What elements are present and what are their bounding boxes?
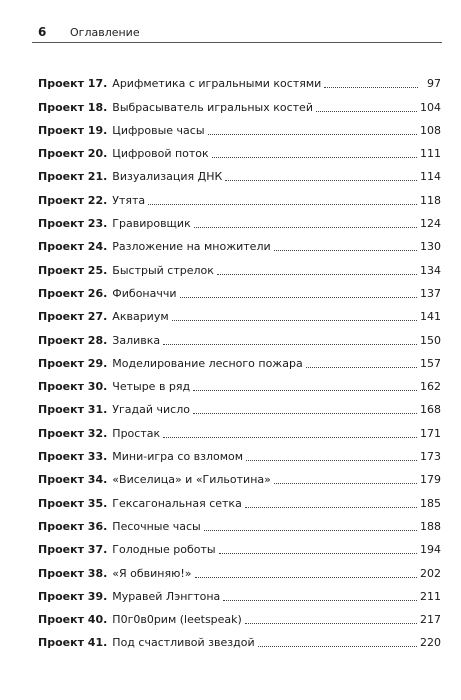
toc-entry	[38, 464, 441, 487]
toc-entry-page: 124	[420, 217, 441, 231]
toc-dot-leader	[306, 366, 417, 368]
toc-entry-number: 18.	[87, 100, 108, 114]
toc-entry-label	[38, 101, 107, 115]
toc-entry-prefix: Проект	[38, 613, 84, 627]
toc-entry	[38, 161, 441, 184]
toc-entry	[38, 278, 441, 301]
toc-entry-title: Гексагональная сетка	[112, 496, 242, 510]
toc-dot-leader	[217, 273, 417, 275]
toc-entry-prefix: Проект	[38, 543, 84, 557]
toc-entry-title: Моделирование лесного пожара	[112, 356, 303, 370]
toc-entry	[38, 68, 441, 91]
toc-entry	[38, 604, 441, 627]
toc-entry-prefix: Проект	[38, 496, 84, 510]
toc-entry-label	[38, 497, 107, 511]
toc-entry-number: 20.	[87, 147, 108, 161]
toc-entry-title: Разложение на множители	[112, 240, 271, 254]
toc-entry-page: 118	[420, 193, 441, 207]
toc-entry	[38, 441, 441, 464]
toc-entry-label	[38, 264, 107, 278]
toc-entry	[38, 348, 441, 371]
toc-entry-label	[38, 77, 107, 91]
toc-entry-number: 25.	[87, 263, 108, 277]
toc-dot-leader	[194, 226, 417, 228]
toc-entry-page: 217	[420, 613, 441, 627]
toc-entry-number: 24.	[87, 240, 108, 254]
toc-entry-prefix: Проект	[38, 310, 84, 324]
toc-entry-label	[38, 124, 107, 138]
toc-entry-page: 168	[420, 403, 441, 417]
toc-entry-number: 36.	[87, 519, 108, 533]
toc-entry-label	[38, 567, 107, 581]
toc-entry-page: 194	[420, 543, 441, 557]
toc-entry-number: 39.	[87, 589, 108, 603]
toc-entry-page: 104	[420, 100, 441, 114]
toc-entry-title: Заливка	[112, 333, 161, 347]
toc-entry-title: Мини-игра со взломом	[112, 450, 244, 464]
toc-entry-prefix: Проект	[38, 286, 84, 300]
toc-dot-leader	[148, 203, 417, 205]
toc-entry-label	[38, 240, 107, 254]
toc-dot-leader	[208, 133, 417, 135]
toc-entry	[38, 231, 441, 254]
toc-entry-page: 162	[420, 380, 441, 394]
toc-dot-leader	[245, 622, 417, 624]
toc-entry-number: 27.	[87, 310, 108, 324]
toc-entry-label	[38, 427, 107, 441]
toc-entry-page: 150	[420, 333, 441, 347]
toc-entry-title: Простак	[112, 426, 161, 440]
toc-entry-number: 34.	[87, 473, 108, 487]
toc-entry-title: «Я обвиняю!»	[112, 566, 192, 580]
toc-dot-leader	[163, 343, 417, 345]
toc-entry-label	[38, 473, 107, 487]
toc-dot-leader	[163, 436, 417, 438]
toc-entry-prefix: Проект	[38, 263, 84, 277]
toc-dot-leader	[193, 389, 417, 391]
toc-dot-leader	[172, 319, 417, 321]
toc-entry-prefix: Проект	[38, 100, 84, 114]
toc-entry-page: 179	[420, 473, 441, 487]
toc-entry-number: 17.	[87, 77, 108, 91]
table-of-contents	[38, 68, 441, 650]
toc-dot-leader	[195, 576, 417, 578]
toc-dot-leader	[225, 179, 417, 181]
toc-dot-leader	[316, 110, 417, 112]
toc-entry-page: 157	[420, 356, 441, 370]
toc-entry	[38, 394, 441, 417]
toc-entry-title: Голодные роботы	[112, 543, 216, 557]
toc-entry-number: 41.	[87, 636, 108, 650]
toc-entry	[38, 511, 441, 534]
toc-entry-label	[38, 147, 107, 161]
toc-entry-prefix: Проект	[38, 240, 84, 254]
page-header	[32, 22, 442, 43]
toc-entry-title: «Виселица» и «Гильотина»	[112, 473, 271, 487]
toc-entry-page: 171	[420, 426, 441, 440]
toc-entry-number: 26.	[87, 286, 108, 300]
toc-entry-page: 188	[420, 519, 441, 533]
toc-entry	[38, 557, 441, 580]
toc-entry-title: Под счастливой звездой	[112, 636, 255, 650]
toc-entry-title: Аквариум	[112, 310, 169, 324]
toc-entry-label	[38, 613, 107, 627]
toc-dot-leader	[258, 645, 417, 647]
toc-entry	[38, 91, 441, 114]
toc-entry-label	[38, 217, 107, 231]
toc-dot-leader	[324, 86, 418, 88]
toc-entry-prefix: Проект	[38, 333, 84, 347]
toc-dot-leader	[223, 599, 417, 601]
toc-entry-page: 141	[420, 310, 441, 324]
toc-entry-number: 35.	[87, 496, 108, 510]
toc-entry-number: 19.	[87, 123, 108, 137]
toc-dot-leader	[193, 412, 417, 414]
toc-entry-number: 32.	[87, 426, 108, 440]
toc-entry-number: 40.	[87, 613, 108, 627]
toc-entry-page: 202	[420, 566, 441, 580]
toc-entry-number: 22.	[87, 193, 108, 207]
toc-entry-prefix: Проект	[38, 589, 84, 603]
toc-entry-prefix: Проект	[38, 77, 84, 91]
toc-entry-number: 23.	[87, 217, 108, 231]
toc-entry-page: 130	[420, 240, 441, 254]
toc-entry	[38, 371, 441, 394]
toc-dot-leader	[180, 296, 417, 298]
toc-dot-leader	[245, 506, 417, 508]
toc-entry-label	[38, 636, 107, 650]
toc-entry-page: 211	[420, 589, 441, 603]
toc-entry	[38, 184, 441, 207]
toc-entry-prefix: Проект	[38, 450, 84, 464]
toc-entry-page: 108	[420, 123, 441, 137]
toc-dot-leader	[246, 459, 417, 461]
toc-dot-leader	[274, 249, 417, 251]
toc-entry-prefix: Проект	[38, 193, 84, 207]
toc-entry	[38, 115, 441, 138]
toc-entry-page: 111	[420, 147, 441, 161]
toc-entry-prefix: Проект	[38, 473, 84, 487]
toc-entry	[38, 417, 441, 440]
page-header-title: Оглавление	[70, 26, 140, 39]
toc-entry	[38, 138, 441, 161]
toc-entry-label	[38, 590, 107, 604]
toc-entry-prefix: Проект	[38, 217, 84, 231]
toc-entry-page: 137	[420, 286, 441, 300]
toc-entry-label	[38, 450, 107, 464]
toc-entry-prefix: Проект	[38, 636, 84, 650]
toc-entry-prefix: Проект	[38, 566, 84, 580]
toc-entry-label	[38, 170, 107, 184]
toc-entry-page: 97	[427, 77, 441, 91]
toc-entry-prefix: Проект	[38, 519, 84, 533]
toc-entry-number: 31.	[87, 403, 108, 417]
toc-entry	[38, 208, 441, 231]
toc-entry-title: Муравей Лэнгтона	[112, 589, 221, 603]
toc-entry-label	[38, 334, 107, 348]
toc-entry	[38, 627, 441, 650]
toc-entry	[38, 324, 441, 347]
toc-entry-label	[38, 357, 107, 371]
page-number: 6	[38, 25, 47, 39]
toc-entry	[38, 534, 441, 557]
toc-entry-prefix: Проект	[38, 380, 84, 394]
toc-entry-label	[38, 310, 107, 324]
toc-entry-label	[38, 403, 107, 417]
toc-entry-prefix: Проект	[38, 403, 84, 417]
toc-entry-label	[38, 520, 107, 534]
toc-entry-page: 173	[420, 450, 441, 464]
toc-entry-number: 28.	[87, 333, 108, 347]
toc-entry-title: Арифметика с игральными костями	[112, 77, 322, 91]
toc-entry	[38, 487, 441, 510]
toc-entry-page: 185	[420, 496, 441, 510]
toc-entry-prefix: Проект	[38, 356, 84, 370]
toc-entry-page: 114	[420, 170, 441, 184]
toc-entry	[38, 254, 441, 277]
toc-entry-title: Фибоначчи	[112, 286, 177, 300]
toc-entry-number: 37.	[87, 543, 108, 557]
toc-entry-prefix: Проект	[38, 147, 84, 161]
toc-entry-number: 38.	[87, 566, 108, 580]
toc-entry-title: Выбрасыватель игральных костей	[112, 100, 313, 114]
toc-entry	[38, 581, 441, 604]
toc-entry-page: 134	[420, 263, 441, 277]
toc-entry-title: Песочные часы	[112, 519, 201, 533]
toc-entry-number: 33.	[87, 450, 108, 464]
toc-entry-label	[38, 287, 107, 301]
toc-entry-prefix: Проект	[38, 426, 84, 440]
toc-entry-number: 29.	[87, 356, 108, 370]
toc-dot-leader	[219, 552, 417, 554]
toc-entry-title: Угадай число	[112, 403, 190, 417]
toc-entry-title: Цифровой поток	[112, 147, 209, 161]
toc-entry-label	[38, 380, 107, 394]
toc-dot-leader	[212, 156, 417, 158]
toc-entry-title: Быстрый стрелок	[112, 263, 214, 277]
toc-entry-prefix: Проект	[38, 170, 84, 184]
toc-entry-label	[38, 194, 107, 208]
toc-entry-title: Цифровые часы	[112, 123, 205, 137]
toc-entry-label	[38, 543, 107, 557]
toc-entry-title: Четыре в ряд	[112, 380, 191, 394]
toc-entry-page: 220	[420, 636, 441, 650]
toc-dot-leader	[274, 482, 417, 484]
toc-dot-leader	[204, 529, 417, 531]
toc-entry-title: Визуализация ДНК	[112, 170, 223, 184]
toc-entry-number: 30.	[87, 380, 108, 394]
toc-entry	[38, 301, 441, 324]
toc-entry-prefix: Проект	[38, 123, 84, 137]
toc-entry-title: П0г0в0рим (leetspeak)	[112, 613, 242, 627]
toc-entry-title: Гравировщик	[112, 217, 191, 231]
toc-entry-number: 21.	[87, 170, 108, 184]
toc-entry-title: Утята	[112, 193, 146, 207]
